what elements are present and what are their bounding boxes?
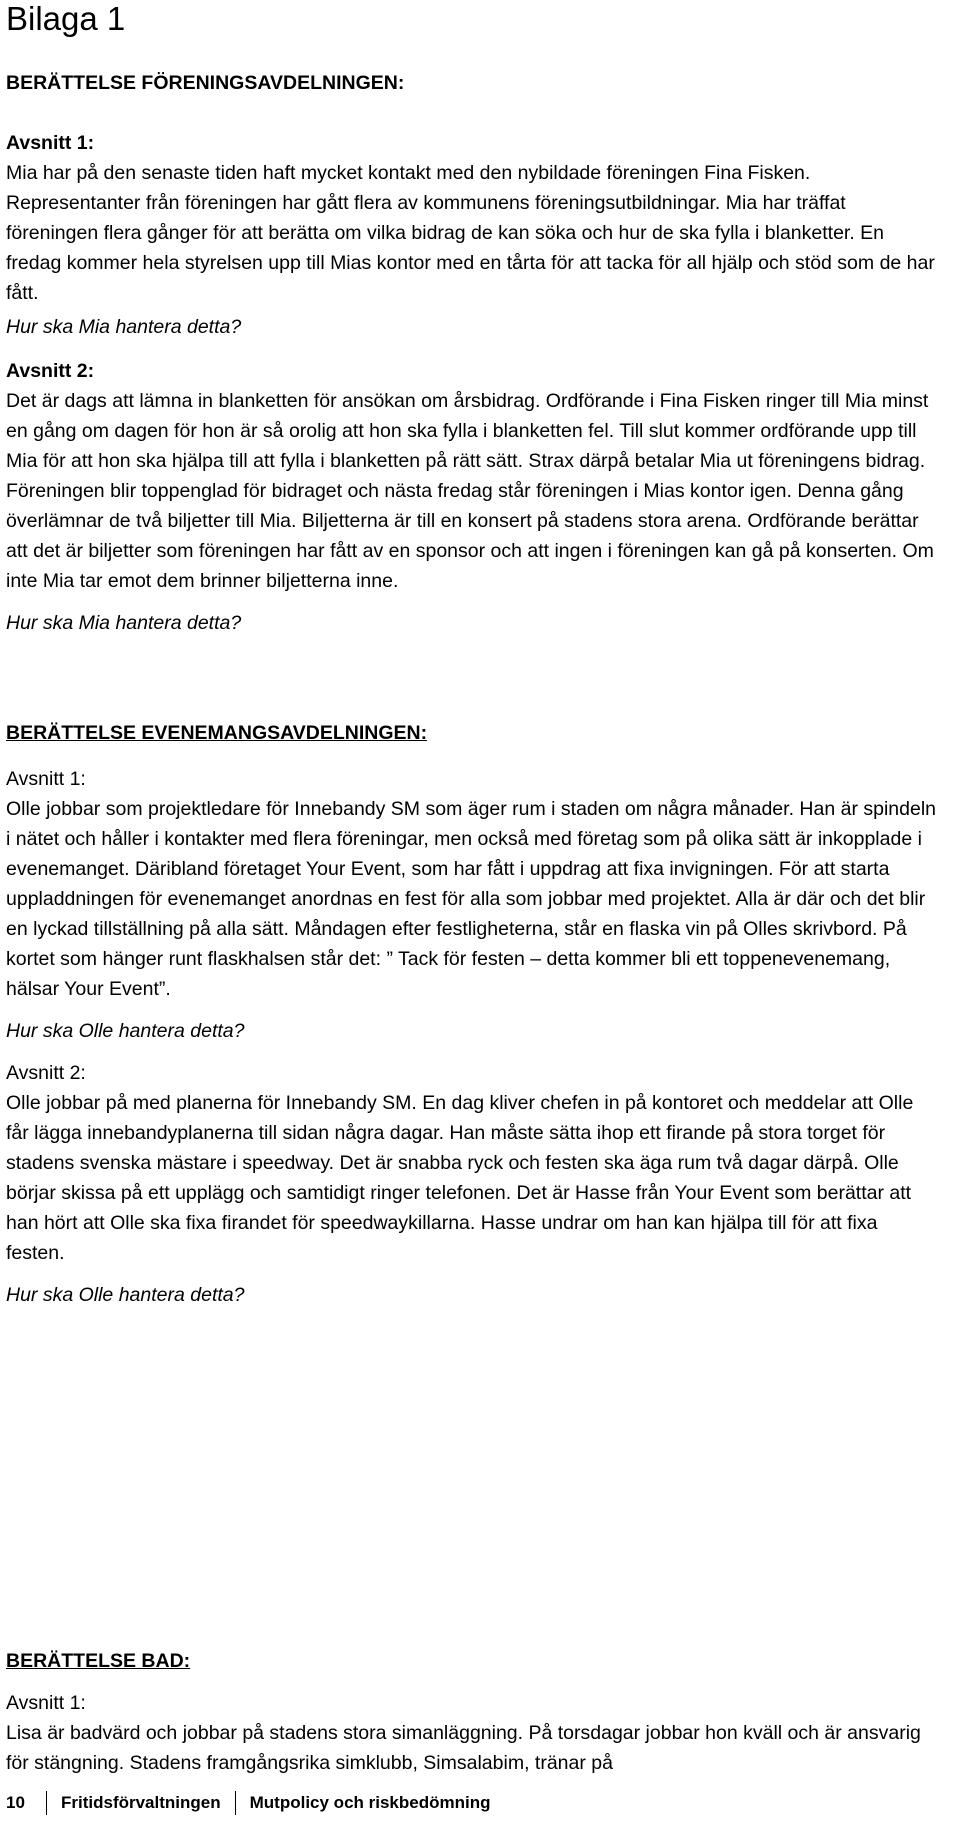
episode-label: Avsnitt 2: bbox=[6, 1062, 86, 1084]
section-evenemang bbox=[6, 718, 941, 1310]
document-title: Bilaga 1 bbox=[6, 0, 126, 37]
episode-label: Avsnitt 1: bbox=[6, 132, 95, 154]
episode-label: Avsnitt 1: bbox=[6, 1692, 86, 1714]
footer-divider bbox=[235, 1791, 236, 1815]
episode-question: Hur ska Olle hantera detta? bbox=[6, 1284, 245, 1306]
page-footer bbox=[6, 1790, 490, 1816]
episode-label: Avsnitt 1: bbox=[6, 768, 86, 790]
episode-text: Det är dags att lämna in blanketten för ansökan om årsbidrag. Ordförande i Fina Fisken ringer till Mia minst en gång om dagen för hon är så orolig att hon ska fylla i blanketten fel. Till slut kommer ordförande upp till Mia för att hon ska hjälpa till att fylla i blanketten på rätt sätt. Strax därpå betalar Mia ut föreningens bidrag. Föreningen blir toppenglad för bidraget och nästa fredag står föreningen i Mias kontor igen. Denna gång överlämnar de två biljetter till Mia. Biljetterna är till en konsert på stadens stora arena. Ordförande berättar att det är biljetter som föreningen har fått av en sponsor och att ingen i föreningen kan gå på konserten. Om inte Mia tar emot dem brinner biljetterna inne. bbox=[6, 390, 934, 592]
section-bad bbox=[6, 1646, 941, 1778]
episode-question: Hur ska Mia hantera detta? bbox=[6, 612, 242, 634]
section-forening bbox=[6, 68, 941, 638]
episode-label: Avsnitt 2: bbox=[6, 360, 95, 382]
episode-text: Olle jobbar som projektledare för Innebandy SM som äger rum i staden om några månader. Han är spindeln i nätet och håller i kontakter med flera föreningar, men också med företag som på olika sätt är inkopplade i evenemanget. Däribland företaget Your Event, som har fått i uppdrag att fixa invigningen. För att starta uppladdningen för evenemanget anordnas en fest för alla som jobbar med projektet. Alla är där och det blir en lyckad tillställning på alla sätt. Måndagen efter festligheterna, står en flaska vin på Olles skrivbord. På kortet som hänger runt flaskhalsen står det: ” Tack för festen – detta kommer bli ett toppenevenemang, hälsar Your Event”. bbox=[6, 798, 936, 1000]
episode-question: Hur ska Olle hantera detta? bbox=[6, 1020, 245, 1042]
section-heading: BERÄTTELSE BAD: bbox=[6, 1650, 191, 1672]
episode-text: Olle jobbar på med planerna för Innebandy SM. En dag kliver chefen in på kontoret och meddelar att Olle får lägga innebandyplanerna till sidan några dagar. Han måste sätta ihop ett firande på stora torget för stadens svenska mästare i speedway. Det är snabba ryck och festen ska äga rum två dagar därpå. Olle börjar skissa på ett upplägg och samtidigt ringer telefonen. Det är Hasse från Your Event som berättar att han hört att Olle ska fixa firandet för speedwaykillarna. Hasse undrar om han kan hjälpa till för att fixa festen. bbox=[6, 1092, 914, 1264]
episode-text: Mia har på den senaste tiden haft mycket kontakt med den nybildade föreningen Fina Fisken. Representanter från föreningen har gått flera av kommunens föreningsutbildningar. Mia har träffat föreningen flera gånger för att berätta om vilka bidrag de kan söka och hur de ska fylla i blanketter. En fredag kommer hela styrelsen upp till Mias kontor med en tårta för att tacka för all hjälp och stöd som de har fått. bbox=[6, 162, 935, 304]
footer-organization: Fritidsförvaltningen bbox=[61, 1793, 221, 1812]
page-number: 10 bbox=[6, 1793, 25, 1812]
episode-question: Hur ska Mia hantera detta? bbox=[6, 316, 242, 338]
episode-text: Lisa är badvärd och jobbar på stadens stora simanläggning. På torsdagar jobbar hon kväll och är ansvarig för stängning. Stadens framgångsrika simklubb, Simsalabim, tränar på bbox=[6, 1722, 921, 1774]
footer-document-name: Mutpolicy och riskbedömning bbox=[249, 1793, 491, 1812]
footer-divider bbox=[46, 1791, 47, 1815]
section-heading: BERÄTTELSE FÖRENINGSAVDELNINGEN: bbox=[6, 72, 405, 94]
section-heading: BERÄTTELSE EVENEMANGSAVDELNINGEN: bbox=[6, 722, 428, 744]
